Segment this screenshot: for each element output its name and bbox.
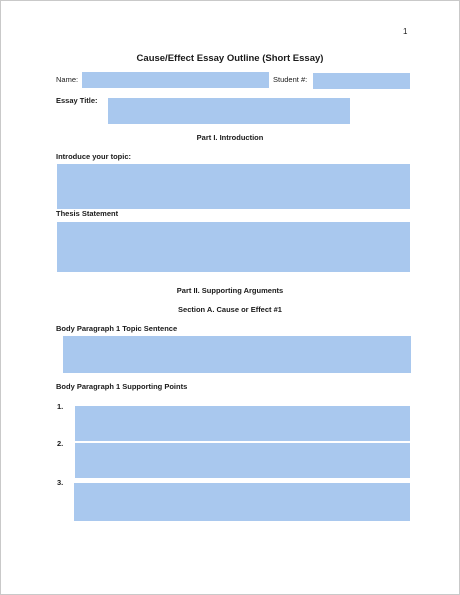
name-label: Name:	[56, 75, 79, 84]
essay-title-field[interactable]	[108, 98, 350, 124]
point-1-field[interactable]	[75, 406, 410, 441]
section-a-heading: Section A. Cause or Effect #1	[178, 305, 282, 314]
part2-heading: Part II. Supporting Arguments	[176, 286, 284, 295]
bp1-topic-label: Body Paragraph 1 Topic Sentence	[56, 324, 178, 333]
introduce-topic-field[interactable]	[57, 164, 410, 209]
document-title: Cause/Effect Essay Outline (Short Essay)	[136, 53, 324, 64]
point-3-number: 3.	[57, 478, 64, 487]
part1-heading: Part I. Introduction	[196, 133, 264, 142]
point-2-number: 2.	[57, 439, 64, 448]
student-number-label: Student #:	[273, 75, 308, 84]
bp1-topic-field[interactable]	[63, 336, 411, 373]
essay-title-label: Essay Title:	[56, 96, 98, 105]
thesis-statement-field[interactable]	[57, 222, 410, 272]
name-field[interactable]	[82, 72, 269, 88]
point-3-field[interactable]	[74, 483, 410, 521]
thesis-statement-label: Thesis Statement	[56, 209, 119, 218]
point-2-field[interactable]	[75, 443, 410, 478]
student-number-field[interactable]	[313, 73, 410, 89]
introduce-topic-label: Introduce your topic:	[56, 152, 131, 161]
point-1-number: 1.	[57, 402, 64, 411]
page-number: 1	[403, 27, 408, 36]
bp1-points-label: Body Paragraph 1 Supporting Points	[56, 382, 188, 391]
